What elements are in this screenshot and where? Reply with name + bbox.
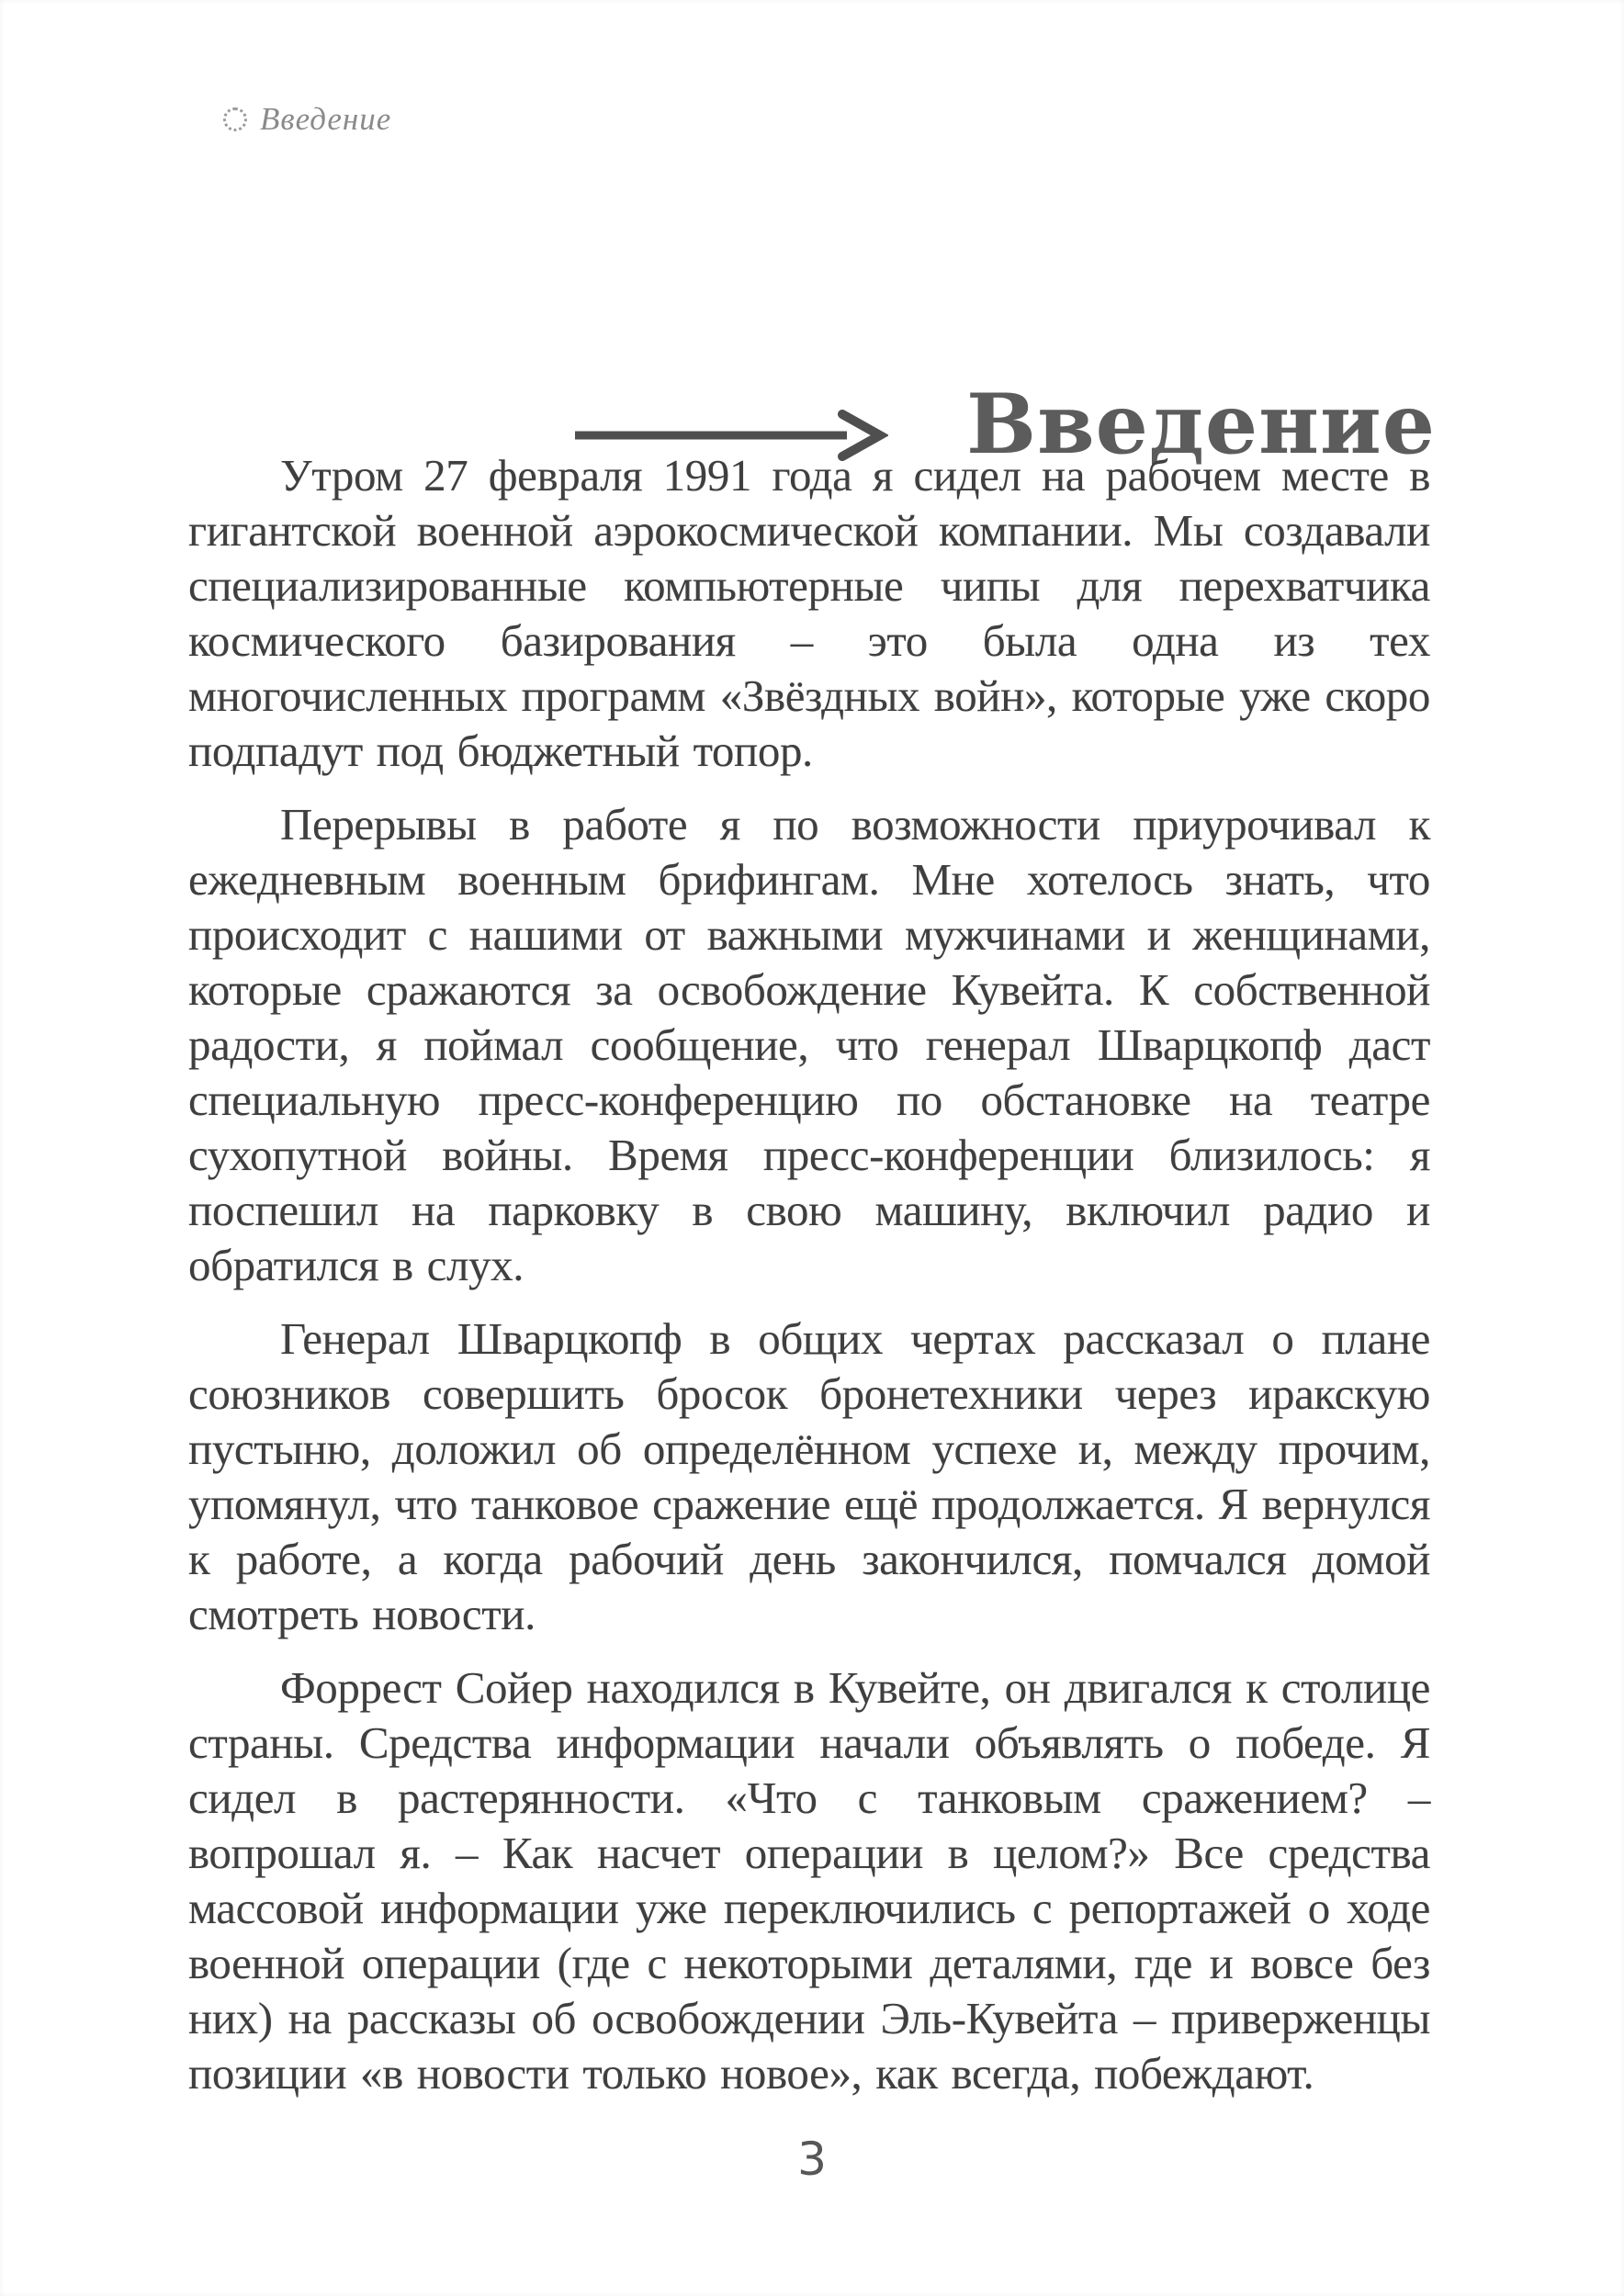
body-paragraph: Форрест Сойер находился в Кувейте, он двигался к столице страны. Средства информации начали объявлять о победе. Я сидел в растерянности. «Что с танковым сражением? – вопрошал я. – Как насчет операции в целом?» Все средства массовой информации уже переключились с репортажей о ходе военной операции (где с некоторыми деталями, где и вовсе без них) на рассказы об освобождении Эль-Кувейта – приверженцы позиции «в новости только новое», как всегда, побеждают. bbox=[188, 1662, 1430, 2099]
running-header-label: Введение bbox=[260, 101, 392, 137]
running-header bbox=[223, 101, 391, 138]
page-number: 3 bbox=[797, 2133, 827, 2186]
dotted-circle-icon bbox=[223, 107, 247, 131]
body-paragraph: Генерал Шварцкопф в общих чертах рассказал о плане союзников совершить бросок бронетехники через иракскую пустыню, доложил об определённом успехе и, между прочим, упомянул, что танковое сражение ещё продолжается. Я вернулся к работе, а когда рабочий день закончился, помчался домой смотреть новости. bbox=[188, 1313, 1430, 1639]
chapter-title-row bbox=[0, 188, 1624, 473]
body-text bbox=[188, 448, 1430, 2101]
body-paragraph: Утром 27 февраля 1991 года я сидел на рабочем месте в гигантской военной аэрокосмической компании. Мы создавали специализированные компьютерные чипы для перехватчика космического базирования – это была одна из тех многочисленных программ «Звёздных войн», которые уже скоро подпадут под бюджетный топор. bbox=[188, 450, 1430, 776]
page-title: Введение bbox=[966, 376, 1436, 473]
body-paragraph: Перерывы в работе я по возможности приурочивал к ежедневным военным брифингам. Мне хотелось знать, что происходит с нашими от важными мужчинами и женщинами, которые сражаются за освобождение Кувейта. К собственной радости, я поймал сообщение, что генерал Шварцкопф даст специальную пресс-конференцию по обстановке на театре сухопутной войны. Время пресс-конференции близилось: я поспешил на парковку в свою машину, включил радио и обратился в слух. bbox=[188, 799, 1430, 1290]
